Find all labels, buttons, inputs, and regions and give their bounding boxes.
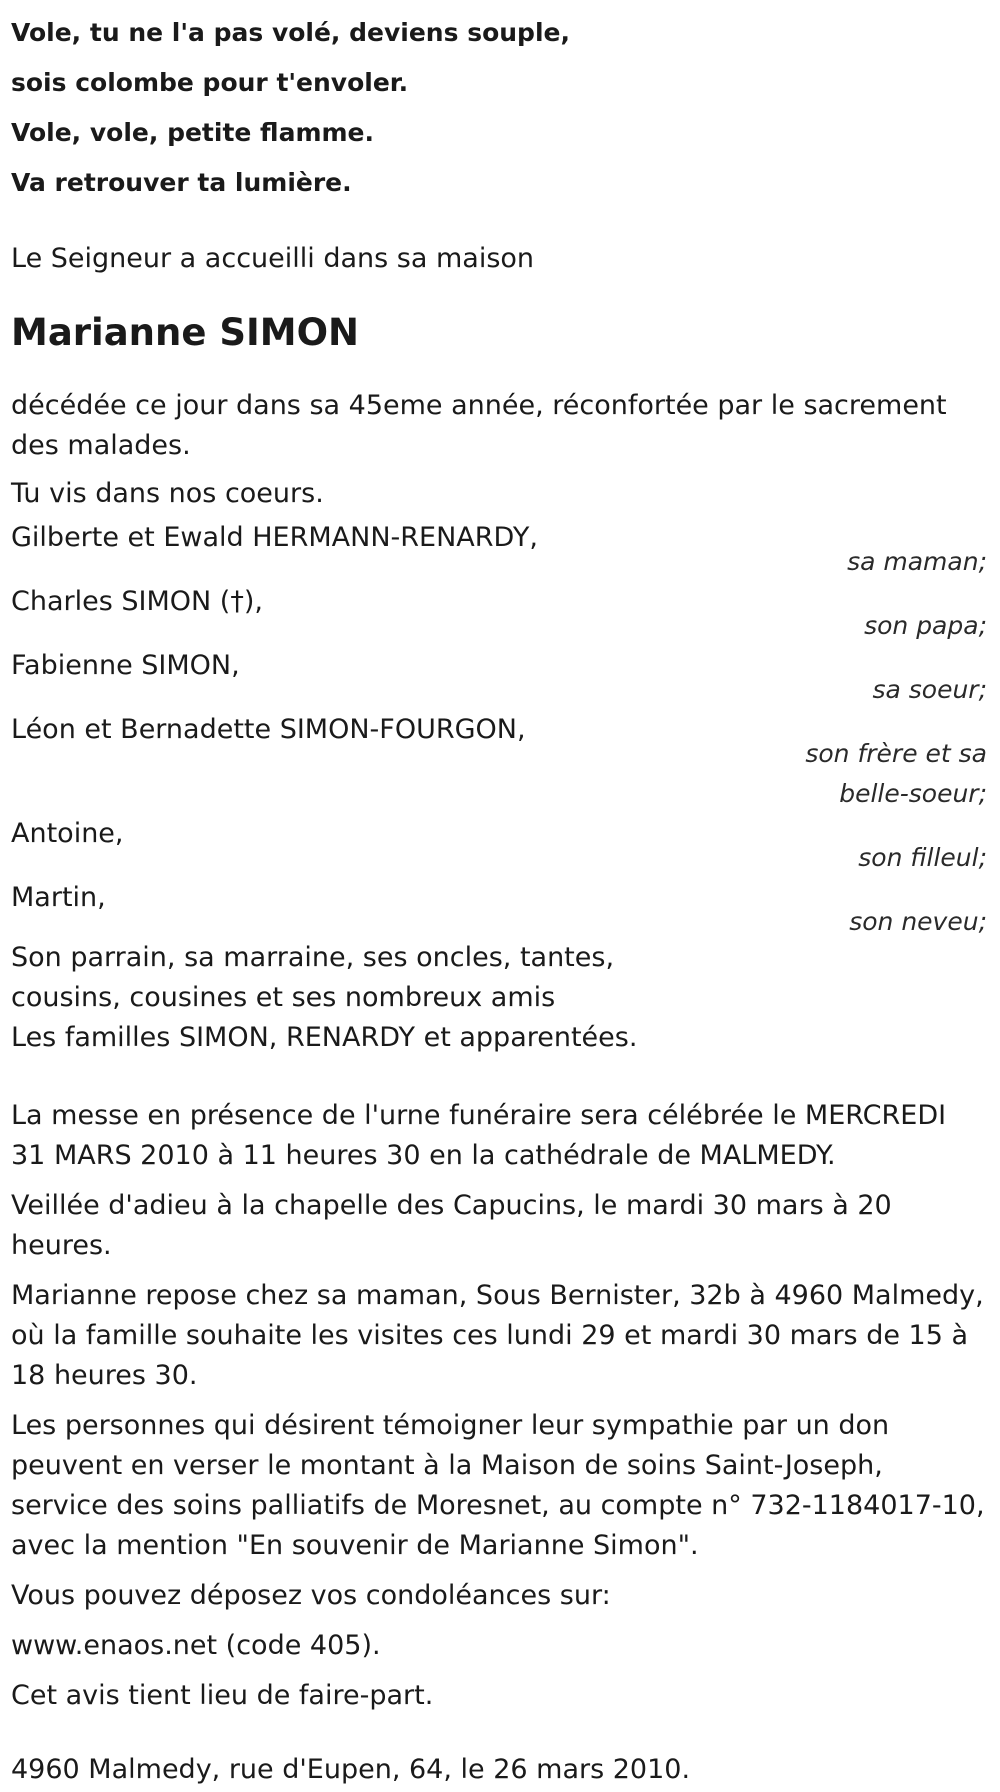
donation-info: Les personnes qui désirent témoigner leur sympathie par un don peuvent en verser le montant à la Maison de soins Saint-Joseph, service des soins palliatifs de Moresnet, au compte n° 732-1184017-10, avec la mention "En souvenir de Marianne Simon". (11, 1410, 985, 1561)
family-entry (11, 814, 987, 878)
family-member-name: Antoine, (11, 818, 124, 849)
faire-part-note: Cet avis tient lieu de faire-part. (11, 1680, 434, 1711)
family-entry (11, 646, 987, 710)
extended-family-line: cousins, cousines et ses nombreux amis (11, 982, 556, 1013)
family-member-role (11, 838, 987, 878)
visits-info: Marianne repose chez sa maman, Sous Bernister, 32b à 4960 Malmedy, où la famille souhaite les visites ces lundi 29 et mardi 30 mars de 15 à 18 heures 30. (11, 1280, 984, 1391)
poem-line: Vole, tu ne l'a pas volé, deviens souple, (11, 18, 570, 47)
family-member-name: Fabienne SIMON, (11, 650, 240, 681)
role-line: belle-soeur; (839, 779, 987, 808)
intro-text: Le Seigneur a accueilli dans sa maison (11, 243, 535, 274)
family-entry (11, 878, 987, 942)
family-member-name: Gilberte et Ewald HERMANN-RENARDY, (11, 522, 538, 553)
family-member-name: Martin, (11, 882, 106, 913)
deceased-text: décédée ce jour dans sa 45eme année, réconfortée par le sacrement des malades. (11, 390, 947, 461)
extended-family-line: Son parrain, sa marraine, ses oncles, tantes, (11, 942, 615, 973)
family-entry (11, 518, 987, 582)
closing-address: 4960 Malmedy, rue d'Eupen, 64, le 26 mars 2010. (11, 1754, 691, 1785)
role-line: sa soeur; (872, 675, 987, 704)
family-member-name: Charles SIMON (†), (11, 586, 263, 617)
family-entry (11, 582, 987, 646)
ceremony-notice (11, 1096, 987, 1716)
role-line: son frère et sa (805, 739, 987, 768)
role-line: sa maman; (847, 547, 987, 576)
family-entry (11, 710, 987, 814)
deceased-name: Marianne SIMON (11, 311, 359, 354)
role-line: son neveu; (849, 907, 987, 936)
condolences-site: www.enaos.net (code 405). (11, 1630, 381, 1661)
family-member-role (11, 902, 987, 942)
heart-line: Tu vis dans nos coeurs. (11, 478, 324, 509)
family-list (11, 518, 987, 942)
role-line: son filleul; (858, 843, 987, 872)
poem-line: Vole, vole, petite flamme. (11, 118, 375, 147)
family-member-name: Léon et Bernadette SIMON-FOURGON, (11, 714, 526, 745)
extended-family-line: Les familles SIMON, RENARDY et apparentées. (11, 1022, 638, 1053)
poem (11, 0, 987, 208)
poem-line: Va retrouver ta lumière. (11, 168, 352, 197)
extended-family (11, 938, 987, 1058)
poem-line: sois colombe pour t'envoler. (11, 68, 409, 97)
condolences-intro: Vous pouvez déposez vos condoléances sur: (11, 1580, 611, 1611)
mass-info: La messe en présence de l'urne funéraire sera célébrée le MERCREDI 31 MARS 2010 à 11 heures 30 en la cathédrale de MALMEDY. (11, 1100, 947, 1171)
vigil-info: Veillée d'adieu à la chapelle des Capucins, le mardi 30 mars à 20 heures. (11, 1190, 892, 1261)
role-line: son papa; (864, 611, 987, 640)
